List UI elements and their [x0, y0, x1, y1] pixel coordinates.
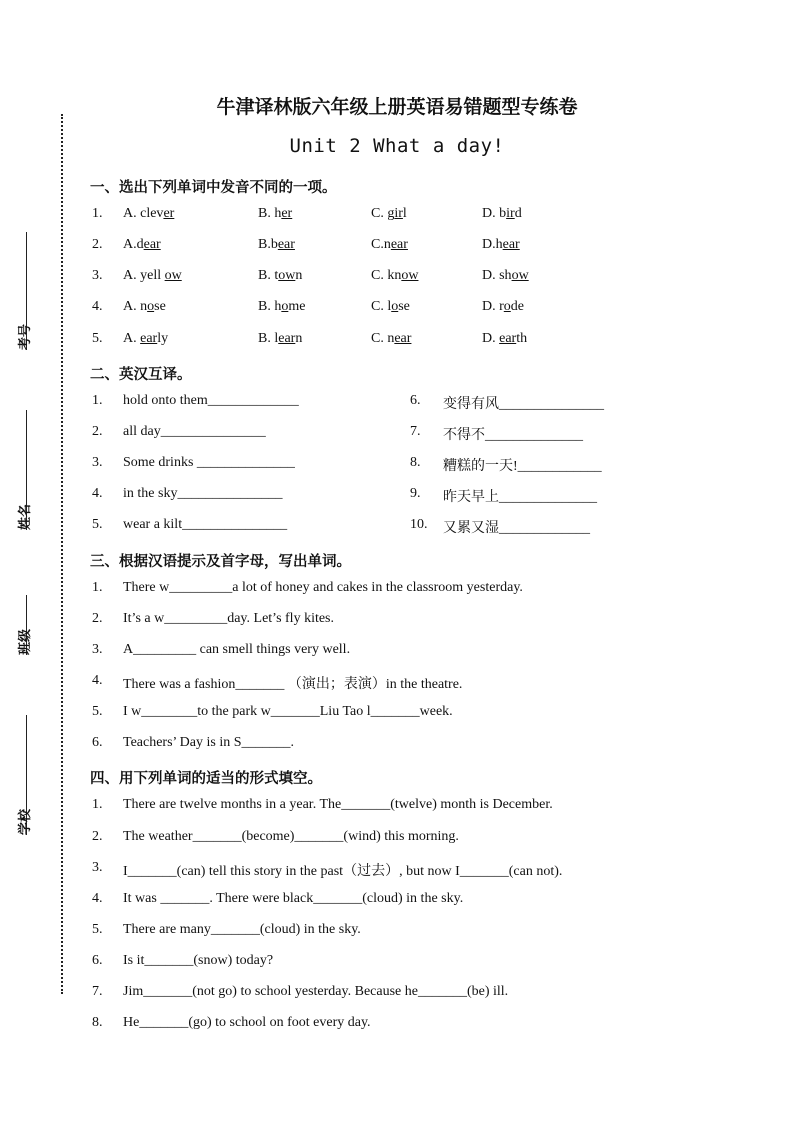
translation-item[interactable]: wear a kilt_______________ [123, 517, 288, 532]
option-d[interactable] [482, 268, 529, 284]
option-underlined-letters: ow [164, 268, 182, 283]
question-number: 1. [92, 206, 103, 221]
section2-heading: 二、英汉互译。 [90, 367, 192, 383]
class-label: 班级 [18, 628, 33, 655]
option-b[interactable] [258, 268, 302, 284]
option-c[interactable] [371, 237, 408, 253]
option-prefix: B. h [258, 299, 282, 314]
option-prefix: A.d [123, 237, 144, 252]
question-number: 3. [92, 642, 103, 657]
option-c[interactable] [371, 331, 411, 347]
fill-word-row [0, 611, 794, 633]
fill-word-text[interactable]: There w_________a lot of honey and cakes in the classroom yesterday. [123, 580, 523, 595]
section4-heading: 四、用下列单词的适当的形式填空。 [90, 771, 322, 787]
option-b[interactable] [258, 331, 302, 347]
option-prefix: B. l [258, 331, 279, 346]
option-prefix: A. [123, 331, 141, 346]
option-suffix: se [398, 299, 410, 314]
option-underlined-letters: ir [506, 206, 515, 221]
option-d[interactable] [482, 331, 527, 347]
option-a[interactable] [123, 268, 182, 284]
fill-word-text[interactable]: There was a fashion_______ （演出；表演）in the theatre. [123, 677, 463, 692]
option-d[interactable] [482, 206, 522, 222]
option-prefix: D. [482, 331, 500, 346]
option-underlined-letters: ear [499, 331, 517, 346]
fill-word-text[interactable]: I w________to the park w_______Liu Tao l_______week. [123, 704, 453, 719]
word-form-text[interactable]: I_______(can) tell this story in the past（过去）, but now I_______(can not). [123, 864, 563, 879]
option-a[interactable] [123, 331, 168, 347]
option-b[interactable] [258, 206, 292, 222]
word-form-text[interactable]: Is it_______(snow) today? [123, 953, 274, 968]
option-underlined-letters: ir [394, 206, 403, 221]
option-prefix: D. sh [482, 268, 512, 283]
option-underlined-letters: ear [143, 237, 161, 252]
question-row [0, 268, 794, 290]
option-c[interactable] [371, 268, 418, 284]
question-number: 3. [92, 268, 103, 283]
option-underlined-letters: o [391, 299, 399, 314]
translation-row [0, 455, 794, 477]
option-suffix: d [514, 206, 522, 221]
option-underlined-letters: ear [502, 237, 520, 252]
question-number: 6. [410, 393, 421, 408]
option-suffix: th [516, 331, 528, 346]
fill-word-row [0, 642, 794, 664]
option-underlined-letters: ear [390, 237, 408, 252]
question-number: 1. [92, 393, 103, 408]
question-number: 5. [92, 704, 103, 719]
question-row [0, 206, 794, 228]
word-form-text[interactable]: There are twelve months in a year. The_______(twelve) month is December. [123, 797, 553, 812]
fill-word-text[interactable]: It’s a w_________day. Let’s fly kites. [123, 611, 335, 626]
question-number: 2. [92, 829, 103, 844]
page-title: 牛津译林版六年级上册英语易错题型专练卷 [216, 96, 578, 118]
option-prefix: A. n [123, 299, 148, 314]
option-prefix: D. r [482, 299, 504, 314]
name-label: 姓名 [18, 503, 33, 530]
word-form-row [0, 797, 794, 819]
translation-row [0, 517, 794, 539]
question-number: 2. [92, 611, 103, 626]
question-number: 4. [92, 486, 103, 501]
translation-item[interactable]: hold onto them_____________ [123, 393, 299, 408]
option-d[interactable] [482, 237, 520, 253]
fill-word-row [0, 580, 794, 602]
fill-word-text[interactable]: A_________ can smell things very well. [123, 642, 351, 657]
word-form-text[interactable]: He_______(go) to school on foot every day. [123, 1015, 371, 1030]
question-number: 4. [92, 299, 103, 314]
option-underlined-letters: ear [278, 331, 296, 346]
translation-item[interactable]: 不得不______________ [443, 428, 583, 443]
question-number: 2. [92, 237, 103, 252]
translation-row [0, 424, 794, 446]
word-form-row [0, 922, 794, 944]
section1-heading: 一、选出下列单词中发音不同的一项。 [90, 180, 337, 196]
translation-item[interactable]: Some drinks ______________ [123, 455, 295, 470]
option-prefix: C.n [371, 237, 391, 252]
question-number: 3. [92, 860, 103, 875]
word-form-text[interactable]: It was _______. There were black_______(cloud) in the sky. [123, 891, 464, 906]
option-underlined-letters: ow [401, 268, 419, 283]
option-prefix: D.h [482, 237, 503, 252]
translation-row [0, 393, 794, 415]
word-form-text[interactable]: There are many_______(cloud) in the sky. [123, 922, 361, 937]
question-number: 1. [92, 580, 103, 595]
translation-item[interactable]: in the sky_______________ [123, 486, 283, 501]
question-row [0, 237, 794, 259]
option-suffix: l [402, 206, 407, 221]
question-row [0, 331, 794, 353]
school-label: 学校 [18, 808, 33, 835]
question-number: 4. [92, 891, 103, 906]
word-form-row [0, 891, 794, 913]
option-prefix: C. n [371, 331, 395, 346]
exam-number-field[interactable] [6, 323, 42, 370]
translation-item[interactable]: 变得有风_______________ [443, 397, 604, 412]
fill-word-text[interactable]: Teachers’ Day is in S_______. [123, 735, 295, 750]
question-row [0, 299, 794, 321]
question-number: 9. [410, 486, 421, 501]
exam-number-label: 考号 [18, 323, 33, 350]
option-underlined-letters: ear [394, 331, 412, 346]
option-suffix: n [295, 268, 303, 283]
word-form-text[interactable]: The weather_______(become)_______(wind) this morning. [123, 829, 459, 844]
option-prefix: A. yell [123, 268, 165, 283]
fill-word-row [0, 673, 794, 695]
question-number: 7. [410, 424, 421, 439]
option-underlined-letters: ear [277, 237, 295, 252]
question-number: 5. [92, 922, 103, 937]
option-a[interactable] [123, 237, 161, 253]
translation-item[interactable]: 糟糕的一天!____________ [443, 459, 602, 474]
option-underlined-letters: er [281, 206, 293, 221]
option-prefix: B.b [258, 237, 278, 252]
option-underlined-letters: o [503, 299, 511, 314]
option-prefix: C. g [371, 206, 395, 221]
option-prefix: A. clev [123, 206, 164, 221]
option-b[interactable] [258, 299, 305, 315]
question-number: 4. [92, 673, 103, 688]
translation-row [0, 486, 794, 508]
option-underlined-letters: ow [511, 268, 529, 283]
translation-item[interactable]: 昨天早上______________ [443, 490, 597, 505]
word-form-row [0, 829, 794, 851]
translation-item[interactable]: all day_______________ [123, 424, 266, 439]
word-form-row [0, 1015, 794, 1037]
word-form-row [0, 984, 794, 1006]
option-prefix: B. t [258, 268, 279, 283]
option-a[interactable] [123, 206, 174, 222]
question-number: 8. [92, 1015, 103, 1030]
option-b[interactable] [258, 237, 295, 253]
option-suffix: ly [157, 331, 169, 346]
option-suffix: de [510, 299, 524, 314]
word-form-text[interactable]: Jim_______(not go) to school yesterday. Because he_______(be) ill. [123, 984, 509, 999]
question-number: 3. [92, 455, 103, 470]
question-number: 8. [410, 455, 421, 470]
translation-item[interactable]: 又累又湿_____________ [443, 521, 590, 536]
option-suffix: se [154, 299, 166, 314]
option-c[interactable] [371, 206, 407, 222]
option-d[interactable] [482, 299, 524, 315]
option-prefix: D. b [482, 206, 507, 221]
fill-word-row [0, 735, 794, 757]
option-underlined-letters: o [147, 299, 155, 314]
option-underlined-letters: o [281, 299, 289, 314]
question-number: 6. [92, 953, 103, 968]
question-number: 2. [92, 424, 103, 439]
section3-heading: 三、根据汉语提示及首字母，写出单词。 [90, 554, 351, 570]
question-number: 5. [92, 331, 103, 346]
option-underlined-letters: ow [278, 268, 296, 283]
word-form-row [0, 953, 794, 975]
question-number: 10. [410, 517, 428, 532]
question-number: 6. [92, 735, 103, 750]
option-c[interactable] [371, 299, 410, 315]
option-prefix: C. kn [371, 268, 402, 283]
option-underlined-letters: ear [140, 331, 158, 346]
question-number: 7. [92, 984, 103, 999]
option-suffix: me [288, 299, 306, 314]
option-underlined-letters: er [163, 206, 175, 221]
question-number: 5. [92, 517, 103, 532]
option-suffix: n [295, 331, 303, 346]
option-a[interactable] [123, 299, 166, 315]
option-prefix: C. l [371, 299, 392, 314]
word-form-row [0, 860, 794, 882]
page-subtitle: Unit 2 What a day! [289, 135, 505, 157]
question-number: 1. [92, 797, 103, 812]
fill-word-row [0, 704, 794, 726]
option-prefix: B. h [258, 206, 282, 221]
